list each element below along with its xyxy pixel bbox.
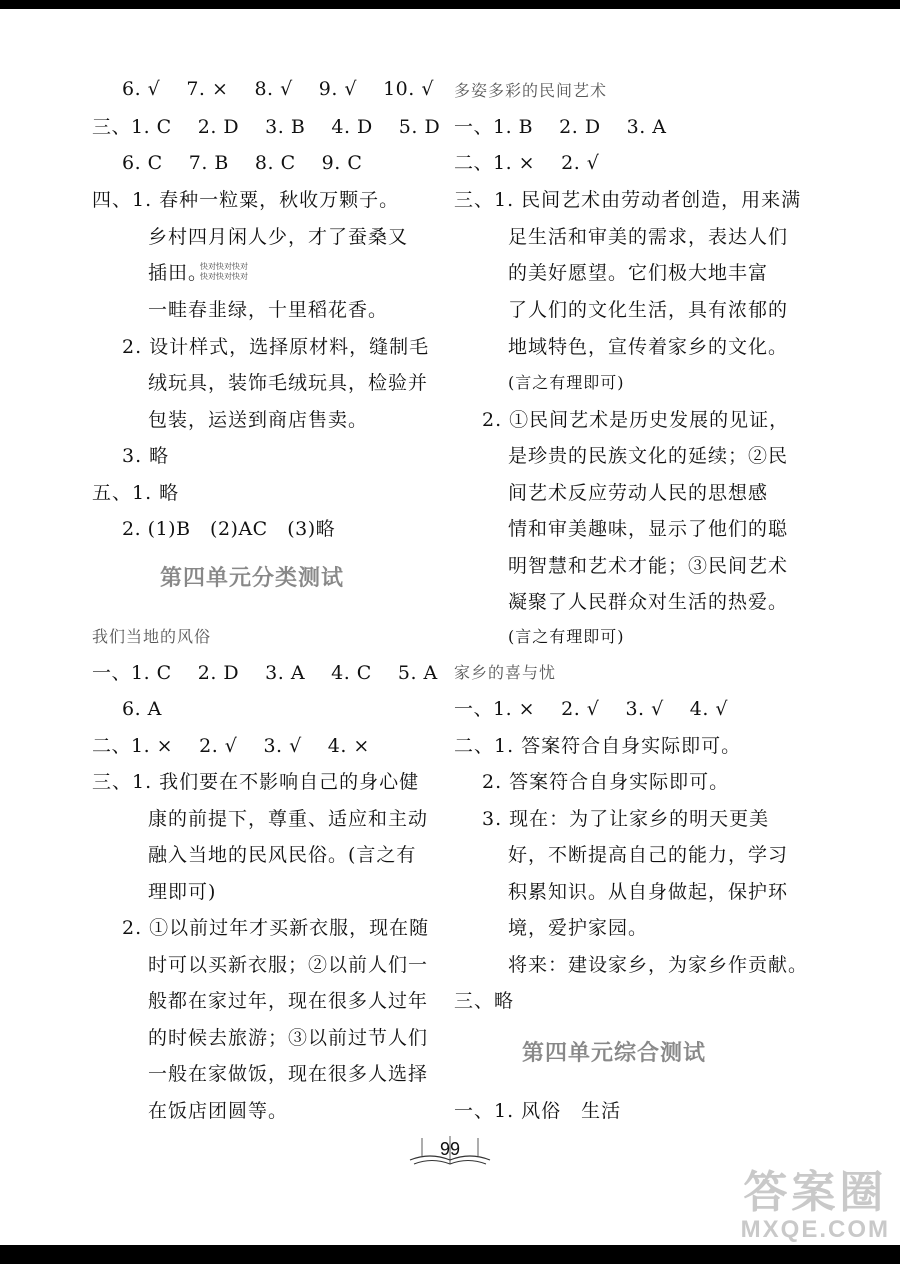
answer-line: 一、1. B 2. D 3. A (454, 116, 667, 138)
answer-line: 一、1. 风俗 生活 (454, 1100, 622, 1122)
answer-line: 将来：建设家乡，为家乡作贡献。 (508, 954, 809, 976)
answer-line: 的时候去旅游；③以前过节人们 (148, 1027, 429, 1049)
answer-line: 积累知识。从自身做起，保护环 (508, 881, 789, 903)
answer-line: 2. 答案符合自身实际即可。 (482, 771, 730, 793)
answer-line: 二、1. × 2. √ (454, 152, 600, 174)
answer-line: 一般在家做饭，现在很多人选择 (148, 1063, 429, 1085)
answer-line: 时可以买新衣服；②以前人们一 (148, 954, 429, 976)
answer-line: 好，不断提高自己的能力，学习 (508, 844, 789, 866)
answer-line: 三、1. 我们要在不影响自己的身心健 (92, 771, 420, 793)
answer-line: 情和审美趣味，显示了他们的聪 (508, 518, 789, 540)
answer-line: 在饭店团圆等。 (148, 1100, 289, 1122)
answer-line: 地域特色，宣传着家乡的文化。 (508, 336, 789, 358)
answer-line: 3. 现在：为了让家乡的明天更美 (482, 808, 770, 830)
answer-line: 四、1. 春种一粒粟，秋收万颗子。 (92, 189, 400, 211)
answer-line: 6. A (122, 698, 162, 720)
answer-line: 2. (1)B (2)AC (3)略 (122, 518, 336, 540)
top-border (0, 0, 900, 9)
answer-line: 一、1. × 2. √ 3. √ 4. √ (454, 698, 729, 720)
answer-line: 绒玩具，装饰毛绒玩具，检验并 (148, 372, 429, 394)
answer-line: 的美好愿望。它们极大地丰富 (508, 262, 769, 284)
answer-line: 间艺术反应劳动人民的思想感 (508, 482, 769, 504)
answer-line: 五、1. 略 (92, 482, 180, 504)
answer-line: 6. C 7. B 8. C 9. C (122, 152, 363, 174)
answer-line: 三、1. 民间艺术由劳动者创造，用来满 (454, 189, 802, 211)
page-number: 99 (439, 1139, 461, 1159)
answer-line: 了人们的文化生活，具有浓郁的 (508, 299, 789, 321)
subsection-title: 家乡的喜与忧 (454, 663, 557, 682)
watermark-title: 答案圈 (743, 1168, 888, 1217)
answer-line: 凝聚了人民群众对生活的热爱。 (508, 591, 789, 613)
answer-line: 明智慧和艺术才能；③民间艺术 (508, 555, 789, 577)
answer-line: 包装，运送到商店售卖。 (148, 409, 369, 431)
answer-line: 三、1. C 2. D 3. B 4. D 5. D (92, 116, 441, 138)
answer-line: 足生活和审美的需求，表达人们 (508, 226, 789, 248)
section-heading: 第四单元分类测试 (160, 565, 345, 591)
answer-line: 康的前提下，尊重、适应和主动 (148, 808, 429, 830)
small-watermark-text: 快对快对快对 (200, 262, 248, 271)
small-watermark-text: 快对快对快对 (200, 272, 248, 281)
answer-line: 2. ①民间艺术是历史发展的见证， (482, 409, 790, 431)
answer-line: 一畦春韭绿，十里稻花香。 (148, 299, 389, 321)
answer-line: 6. √ 7. × 8. √ 9. √ 10. √ (122, 78, 434, 100)
answer-text: 插田。 (148, 262, 209, 284)
answer-line: 二、1. × 2. √ 3. √ 4. × (92, 735, 370, 757)
answer-line: 2. ①以前过年才买新衣服，现在随 (122, 917, 430, 939)
answer-line: 2. 设计样式，选择原材料，缝制毛 (122, 336, 430, 358)
answer-line: 理即可) (148, 881, 217, 903)
section-heading: 第四单元综合测试 (522, 1040, 707, 1066)
answer-line: 三、略 (454, 990, 515, 1012)
answer-line: 境，爱护家园。 (508, 917, 649, 939)
bottom-border (0, 1245, 900, 1264)
answer-line: (言之有理即可) (508, 373, 625, 392)
answer-line (148, 260, 208, 286)
subsection-title: 我们当地的风俗 (92, 627, 212, 646)
watermark-url: MXQE.COM (740, 1216, 890, 1243)
answer-line: 融入当地的民风民俗。(言之有 (148, 844, 417, 866)
answer-line: 3. 略 (122, 445, 170, 467)
answer-line: 二、1. 答案符合自身实际即可。 (454, 735, 742, 757)
answer-line: 般都在家过年，现在很多人过年 (148, 990, 429, 1012)
site-watermark (741, 1169, 890, 1243)
answer-line: 乡村四月闲人少，才了蚕桑又 (148, 226, 409, 248)
subsection-title: 多姿多彩的民间艺术 (454, 81, 608, 100)
answer-line: 一、1. C 2. D 3. A 4. C 5. A (92, 662, 438, 684)
answer-line: (言之有理即可) (508, 627, 625, 646)
answer-line: 是珍贵的民族文化的延续；②民 (508, 445, 789, 467)
